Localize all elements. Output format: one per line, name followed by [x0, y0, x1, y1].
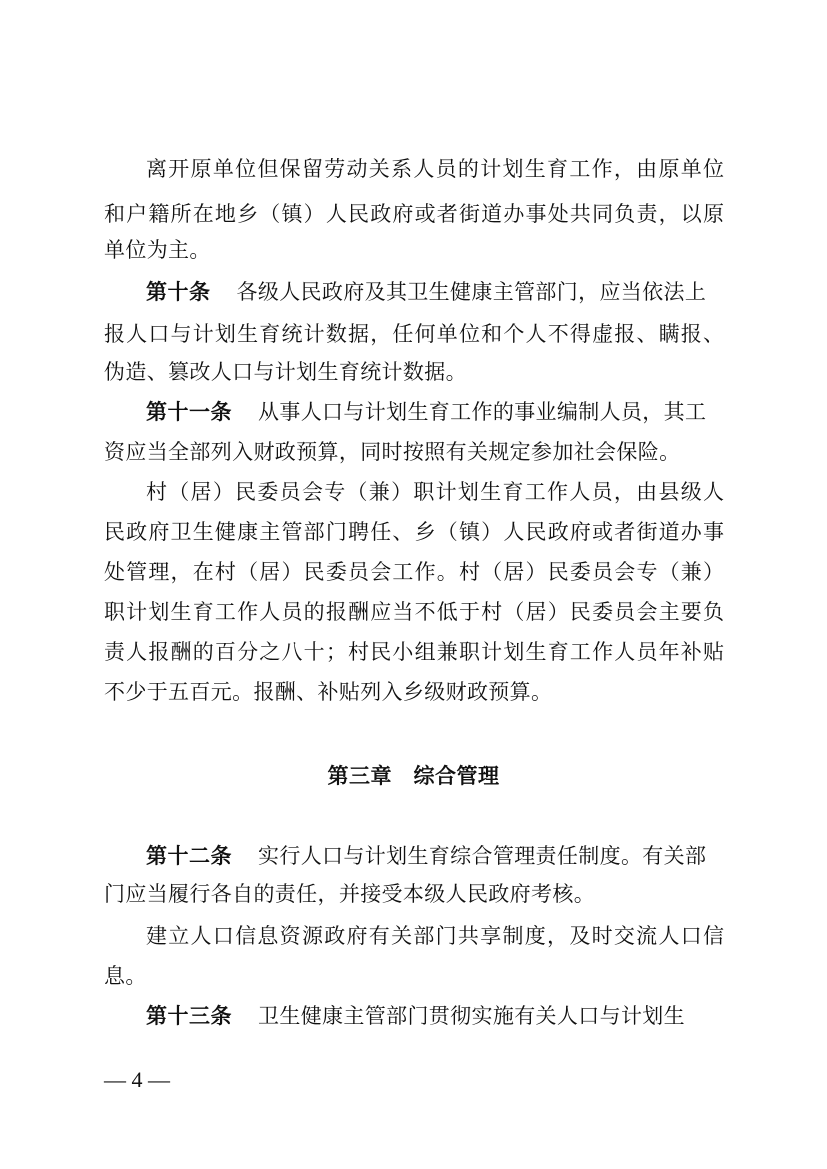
- page-number: — 4 —: [104, 1067, 170, 1092]
- article-title: 第十一条: [146, 400, 232, 424]
- paragraph-line: 门应当履行各自的责任，并接受本级人民政府考核。: [104, 882, 596, 906]
- paragraph-line: 伪造、篡改人口与计划生育统计数据。: [104, 360, 467, 384]
- paragraph-line: 民政府卫生健康主管部门聘任、乡（镇）人民政府或者街道办事: [104, 520, 724, 544]
- article-12-first-line: [146, 842, 724, 870]
- paragraph-line: 建立人口信息资源政府有关部门共享制度，及时交流人口信: [146, 924, 724, 948]
- article-text: 从事人口与计划生育工作的事业编制人员，其工: [258, 400, 707, 424]
- article-title: 第十三条: [146, 1004, 232, 1028]
- paragraph-line: 处管理，在村（居）民委员会工作。村（居）民委员会专（兼）: [104, 560, 724, 584]
- paragraph-line: 离开原单位但保留劳动关系人员的计划生育工作，由原单位: [146, 157, 724, 181]
- article-text: 实行人口与计划生育综合管理责任制度。有关部: [258, 844, 707, 868]
- paragraph-line: 职计划生育工作人员的报酬应当不低于村（居）民委员会主要负: [104, 600, 724, 624]
- paragraph-line: 村（居）民委员会专（兼）职计划生育工作人员，由县级人: [146, 480, 724, 504]
- article-text: 各级人民政府及其卫生健康主管部门，应当依法上: [236, 280, 707, 304]
- article-title: 第十二条: [146, 844, 232, 868]
- chapter-heading: 第三章 综合管理: [327, 764, 500, 788]
- article-13-first-line: [146, 1002, 724, 1030]
- article-title: 第十条: [146, 280, 211, 304]
- paragraph-line: 报人口与计划生育统计数据，任何单位和个人不得虚报、瞒报、: [104, 322, 724, 346]
- article-text: 卫生健康主管部门贯彻实施有关人口与计划生: [258, 1004, 685, 1028]
- article-11-first-line: [146, 398, 724, 426]
- paragraph-line: 资应当全部列入财政预算，同时按照有关规定参加社会保险。: [104, 440, 681, 464]
- paragraph-line: 单位为主。: [104, 238, 211, 262]
- paragraph-line: 和户籍所在地乡（镇）人民政府或者街道办事处共同负责，以原: [104, 202, 724, 226]
- paragraph-line: 责人报酬的百分之八十；村民小组兼职计划生育工作人员年补贴: [104, 640, 724, 664]
- paragraph-line: 不少于五百元。报酬、补贴列入乡级财政预算。: [104, 680, 553, 704]
- article-10-first-line: [146, 278, 724, 306]
- paragraph-line: 息。: [104, 964, 147, 988]
